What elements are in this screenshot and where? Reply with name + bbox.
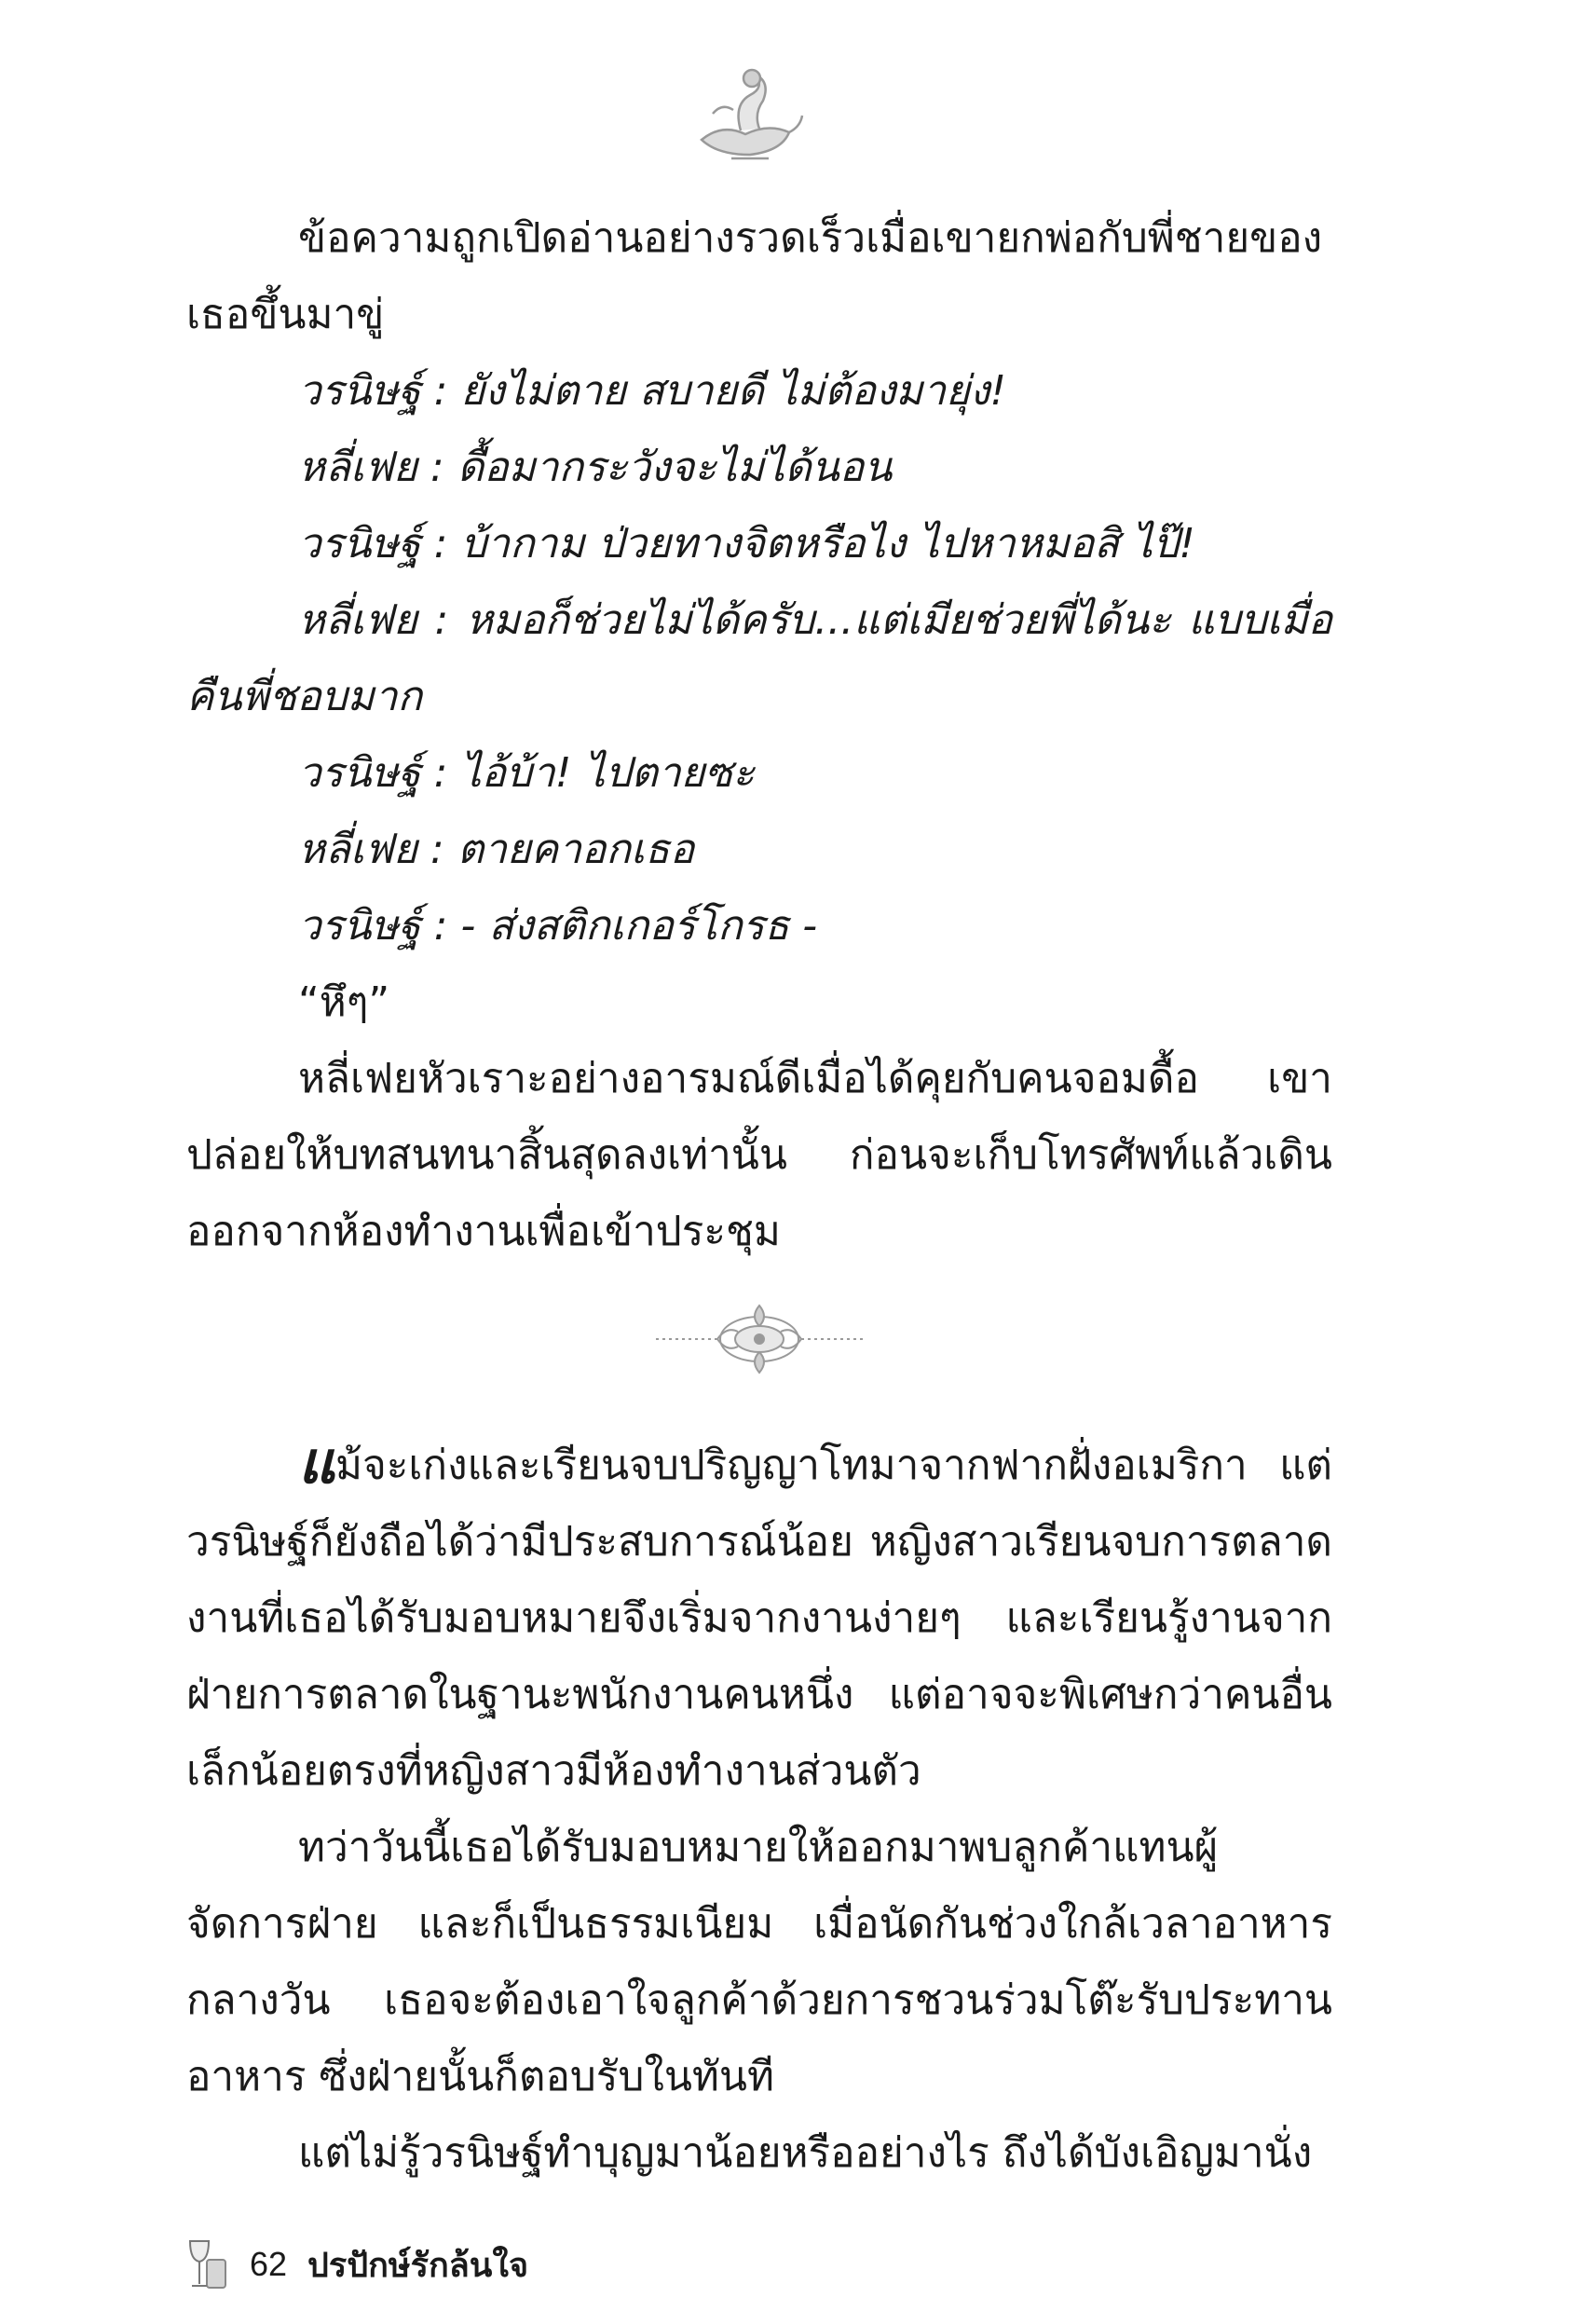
page-number: 62 (250, 2245, 288, 2283)
genie-lamp-icon (685, 58, 806, 170)
paragraph (186, 1428, 1332, 1810)
paragraph: หลี่เฟยหัวเราะอย่างอารมณ์ดีเมื่อได้คุยกับคนจอมดื้อ เขาปล่อยให้บทสนทนาสิ้นสุดลงเท่านั้น ก่อนจะเก็บโทรศัพท์แล้วเดินออกจากห้องทำงานเพื่อเข้าประชุม (186, 1055, 1332, 1255)
paragraph: ข้อความถูกเปิดอ่านอย่างรวดเร็วเมื่อเขายกพ่อกับพี่ชายของเธอขึ้นมาขู่ (186, 214, 1323, 338)
paragraph-text: ม้จะเก่งและเรียนจบปริญญาโทมาจากฟากฝั่งอเมริกา แต่วรนิษฐ์ก็ยังถือได้ว่ามีประสบการณ์น้อย หญิงสาวเรียนจบการตลาด งานที่เธอได้รับมอบหมายจึงเริ่มจากงานง่ายๆ และเรียนรู้งานจากฝ่ายการตลาดในฐานะพนักงานคนหนึ่ง แต่อาจจะพิเศษกว่าคนอื่นเล็กน้อยตรงที่หญิงสาวมีห้องทำงานส่วนตัว (186, 1442, 1332, 1795)
dialogue-line: หลี่เฟย : ตายคาอกเธอ (298, 826, 695, 873)
dialogue-line: วรนิษฐ์ : ยังไม่ตาย สบายดี ไม่ต้องมายุ่ง! (298, 367, 1007, 415)
book-title: ปรปักษ์รักล้นใจ (307, 2245, 529, 2284)
dialogue-line: หลี่เฟย : หมอก็ช่วยไม่ได้ครับ...แต่เมียช่วยพี่ได้นะ แบบเมื่อคืนพี่ชอบมาก (186, 596, 1332, 720)
page-footer (186, 2232, 528, 2297)
paragraph: ทว่าวันนี้เธอได้รับมอบหมายให้ออกมาพบลูกค้าแทนผู้จัดการฝ่าย และก็เป็นธรรมเนียม เมื่อนัดกันช่วงใกล้เวลาอาหารกลางวัน เธอจะต้องเอาใจลูกค้าด้วยการชวนร่วมโต๊ะรับประทานอาหาร ซึ่งฝ่ายนั้นก็ตอบรับในทันที (186, 1824, 1332, 2100)
dialogue-line: วรนิษฐ์ : ไอ้บ้า! ไปตายซะ (298, 749, 755, 797)
section-one (186, 200, 1332, 1270)
quote-line: “หึๆ” (298, 978, 390, 1026)
paragraph: แต่ไม่รู้วรนิษฐ์ทำบุญมาน้อยหรืออย่างไร ถึงได้บังเอิญมานั่ง (298, 2129, 1313, 2177)
dialogue-line: วรนิษฐ์ : บ้ากาม ป่วยทางจิตหรือไง ไปหาหมอสิ ไป๊! (298, 520, 1195, 567)
ornamental-divider-icon (652, 1300, 866, 1378)
dialogue-line: หลี่เฟย : ดื้อมากระวังจะไม่ได้นอน (298, 444, 893, 491)
drop-cap: แ (298, 1429, 335, 1497)
wine-glass-icon (186, 2237, 229, 2291)
dialogue-line: วรนิษฐ์ : - ส่งสติกเกอร์โกรธ - (298, 902, 818, 950)
section-two (186, 1428, 1332, 2192)
